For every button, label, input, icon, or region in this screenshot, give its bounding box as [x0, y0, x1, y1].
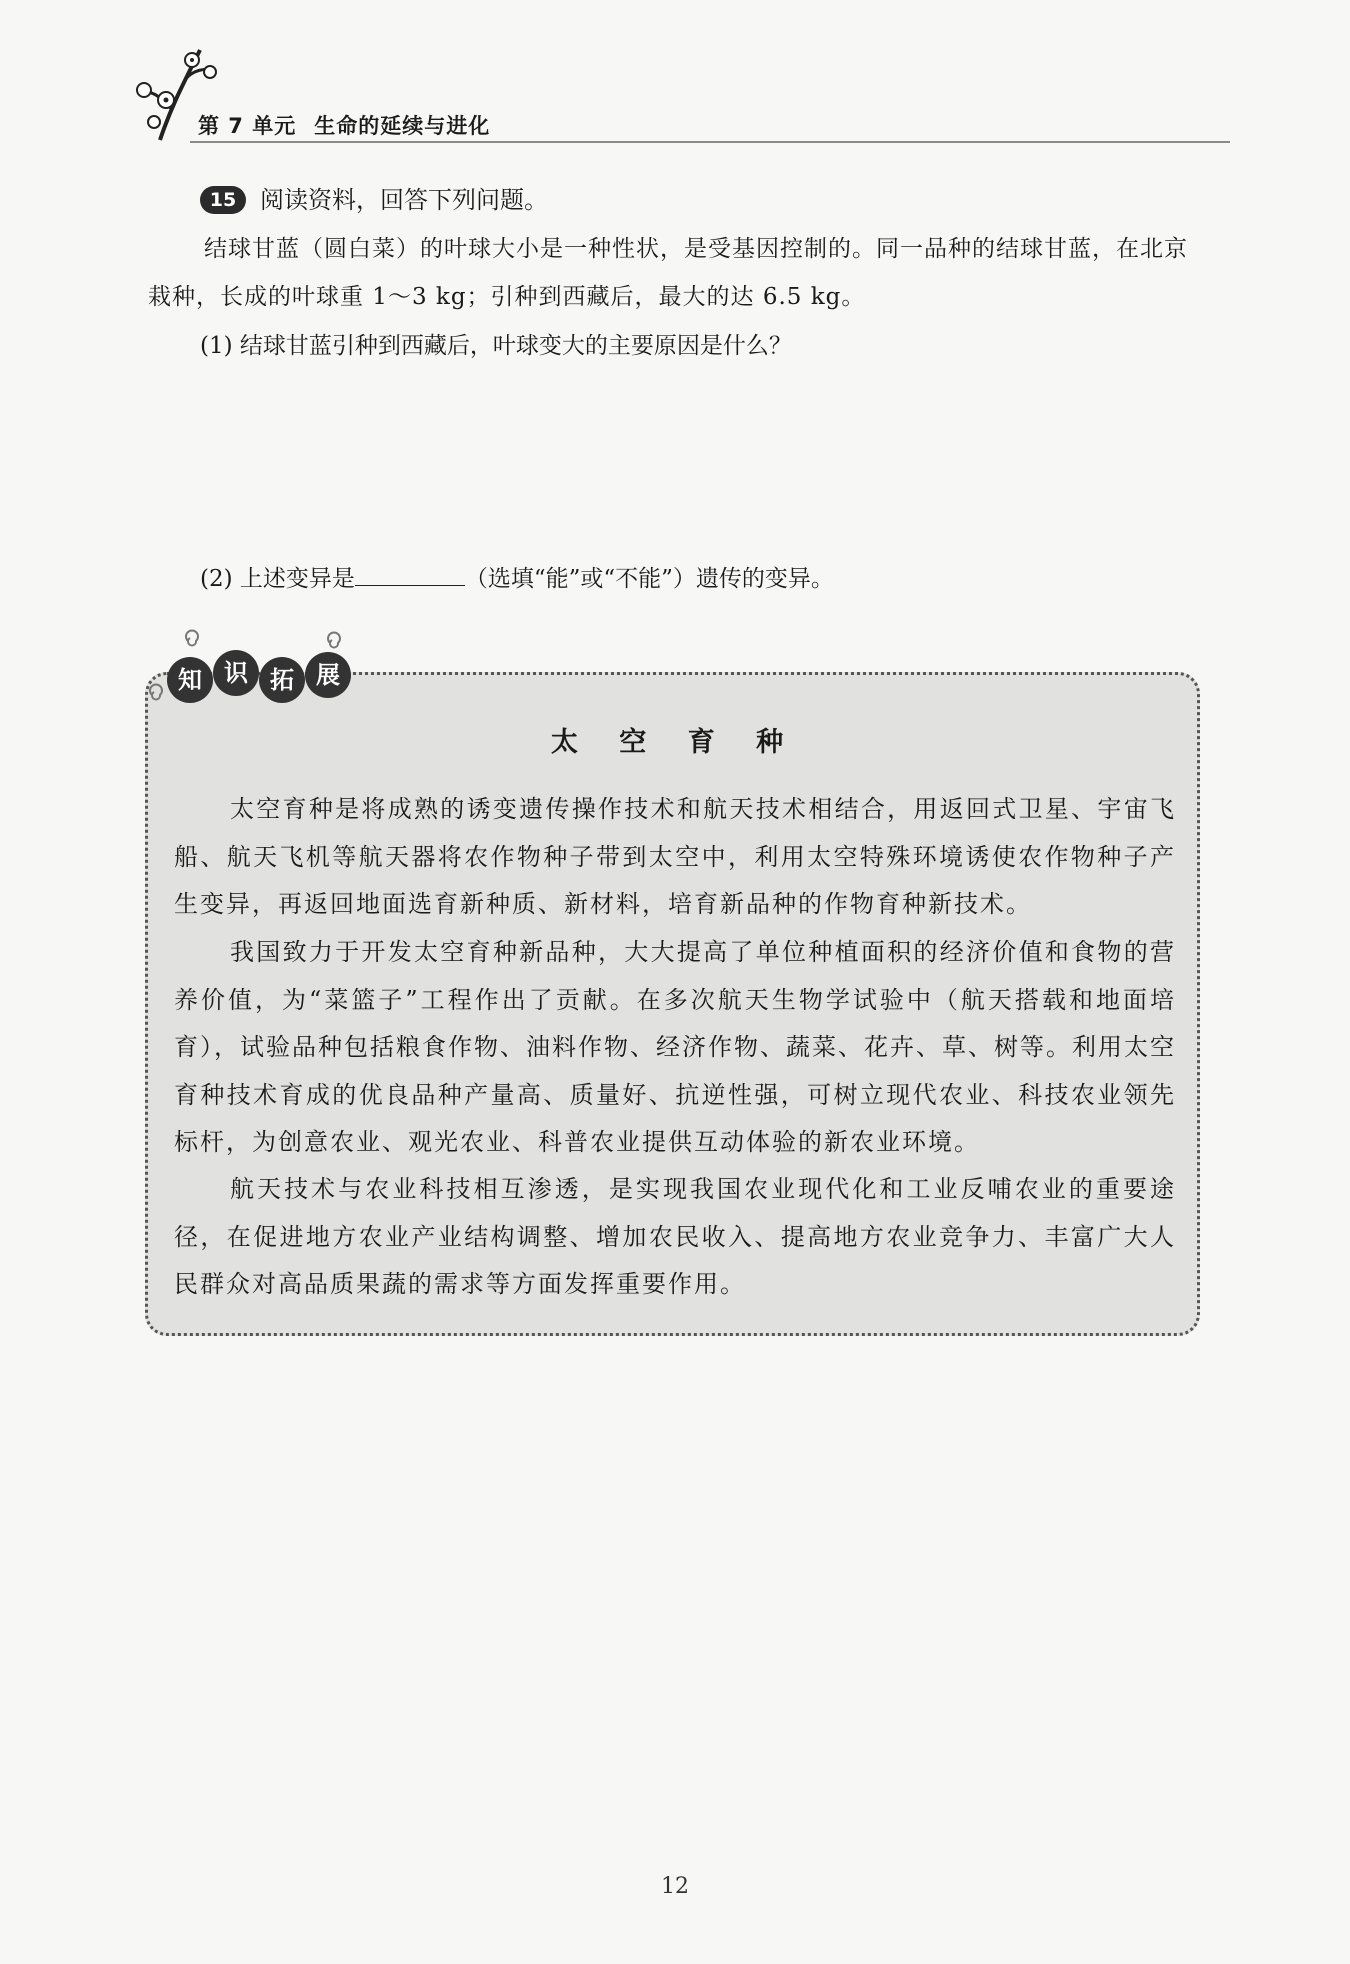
unit-title [198, 110, 490, 140]
sub-question-2 [200, 555, 1210, 603]
badge-char-2: 识 [224, 659, 248, 687]
badge-char-3: 拓 [270, 666, 294, 694]
header-rule [190, 141, 1230, 143]
badge-char-1: 知 [178, 666, 202, 694]
unit-label: 第 7 单元 [198, 114, 297, 138]
answer-blank[interactable] [355, 559, 465, 586]
question-material: 结球甘蓝（圆白菜）的叶球大小是一种性状，是受基因控制的。同一品种的结球甘蓝，在北京栽种，长成的叶球重 1～3 kg；引种到西藏后，最大的达 6.5 kg。 [148, 236, 1188, 310]
question-instruction: 阅读资料，回答下列问题。 [260, 186, 548, 214]
sub-question-2-after: （选填“能”或“不能”）遗传的变异。 [464, 566, 834, 592]
question-number-badge: 15 [200, 186, 246, 214]
knowledge-paragraph-1: 太空育种是将成熟的诱变遗传操作技术和航天技术相结合，用返回式卫星、宇宙飞船、航天飞机等航天器将农作物种子带到太空中，利用太空特殊环境诱使农作物种子产生变异，再返回地面选育新种质、新材料，培育新品种的作物育种新技术。 [174, 795, 1176, 918]
knowledge-badge [140, 625, 370, 715]
sub-question-1: (1) 结球甘蓝引种到西藏后，叶球变大的主要原因是什么？ [200, 333, 792, 359]
badge-char-4: 展 [316, 661, 340, 689]
knowledge-title: 太 空 育 种 [550, 727, 800, 758]
page-number: 12 [661, 1874, 689, 1899]
knowledge-paragraph-3: 航天技术与农业科技相互渗透，是实现我国农业现代化和工业反哺农业的重要途径，在促进地方农业产业结构调整、增加农民收入、提高地方农业竞争力、丰富广大人民群众对高品质果蔬的需求等方面发挥重要作用。 [174, 1175, 1176, 1298]
page-header [130, 40, 1230, 150]
sub-question-2-before: (2) 上述变异是 [200, 566, 355, 592]
chapter-label: 生命的延续与进化 [314, 114, 491, 138]
knowledge-paragraph-2: 我国致力于开发太空育种新品种，大大提高了单位种植面积的经济价值和食物的营养价值，为“菜篮子”工程作出了贡献。在多次航天生物学试验中（航天搭载和地面培育），试验品种包括粮食作物、油料作物、经济作物、蔬菜、花卉、草、树等。利用太空育种技术育成的优良品种产量高、质量好、抗逆性强，可树立现代农业、科技农业领先标杆，为创意农业、观光农业、科普农业提供互动体验的新农业环境。 [174, 938, 1176, 1156]
